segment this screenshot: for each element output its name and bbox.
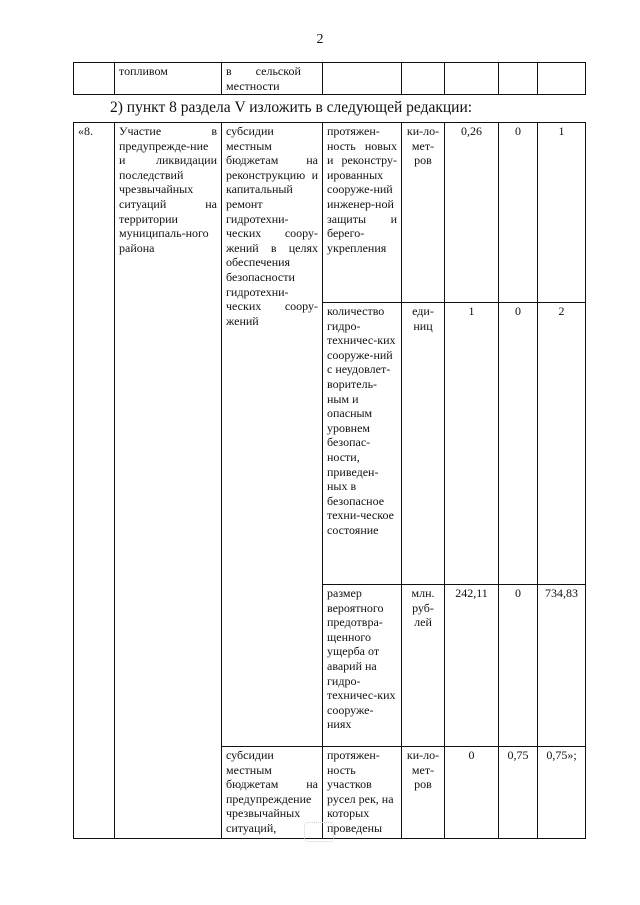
- indicator-4-value-2: 0,75: [499, 747, 538, 839]
- indicator-4-unit: ки-ло-мет-ров: [402, 747, 445, 839]
- indicator-2-unit: еди-ниц: [402, 303, 445, 585]
- top-row-cell-2: топливом: [115, 63, 222, 95]
- indicator-1-value-1: 0,26: [445, 123, 499, 303]
- indicator-2-value-1: 1: [445, 303, 499, 585]
- top-row-cell-3-line2: местности: [226, 78, 280, 93]
- top-row-cell-4: [323, 63, 402, 95]
- main-table: [73, 122, 586, 839]
- measure-2: субсидии местным бюджетам на предупреждение чрезвычайных ситуаций,: [222, 747, 323, 839]
- measure-1: субсидии местным бюджетам на реконструкцию и капитальный ремонт гидротехни-ческих соору-жений в целях обеспечения безопасности гидротехни-ческих соору-жений: [222, 123, 323, 747]
- indicator-3-value-2: 0: [499, 585, 538, 747]
- item-number: «8.: [74, 123, 115, 839]
- indicator-4-value-1: 0: [445, 747, 499, 839]
- top-row-cell-6: [445, 63, 499, 95]
- indicator-1-unit: ки-ло-мет-ров: [402, 123, 445, 303]
- item-title: Участие в предупрежде-ние и ликвидации последствий чрезвычайных ситуаций на территории муниципаль-ного района: [115, 123, 222, 839]
- top-row-cell-1: [74, 63, 115, 95]
- indicator-1-value-3: 1: [538, 123, 586, 303]
- indicator-4-value-3: 0,75»;: [538, 747, 586, 839]
- indicator-3-value-1: 242,11: [445, 585, 499, 747]
- indicator-2-name: количество гидро-техничес-ких сооруже-ний с неудовлет-воритель-ным и опасным уровнем безопас-ности, приведен-ных в безопасное техни-ческое состояние: [323, 303, 402, 585]
- top-row-cell-7: [499, 63, 538, 95]
- indicator-1-name: протяжен-ность новых и реконстру-ированных сооруже-ний инженер-ной защиты и берего-укрепления: [323, 123, 402, 303]
- indicator-2-value-2: 0: [499, 303, 538, 585]
- faint-stamp-mark: [304, 822, 334, 842]
- top-row-cell-5: [402, 63, 445, 95]
- indicator-4-name: протяжен-ность участков русел рек, на которых проведены: [323, 747, 402, 839]
- indicator-3-unit: млн. руб-лей: [402, 585, 445, 747]
- indicator-3-name: размер вероятного предотвра-щенного ущерба от аварий на гидро-техничес-ких сооруже-ниях: [323, 585, 402, 747]
- page-number: 2: [316, 32, 324, 47]
- indicator-2-value-3: 2: [538, 303, 586, 585]
- top-row-cell-3-line1: в сельской: [226, 64, 301, 78]
- instruction-text: 2) пункт 8 раздела V изложить в следующей редакции:: [110, 99, 473, 116]
- indicator-1-value-2: 0: [499, 123, 538, 303]
- indicator-3-value-3: 734,83: [538, 585, 586, 747]
- top-table-fragment: [73, 62, 586, 95]
- top-row-cell-3: [222, 63, 323, 95]
- top-row-cell-8: [538, 63, 586, 95]
